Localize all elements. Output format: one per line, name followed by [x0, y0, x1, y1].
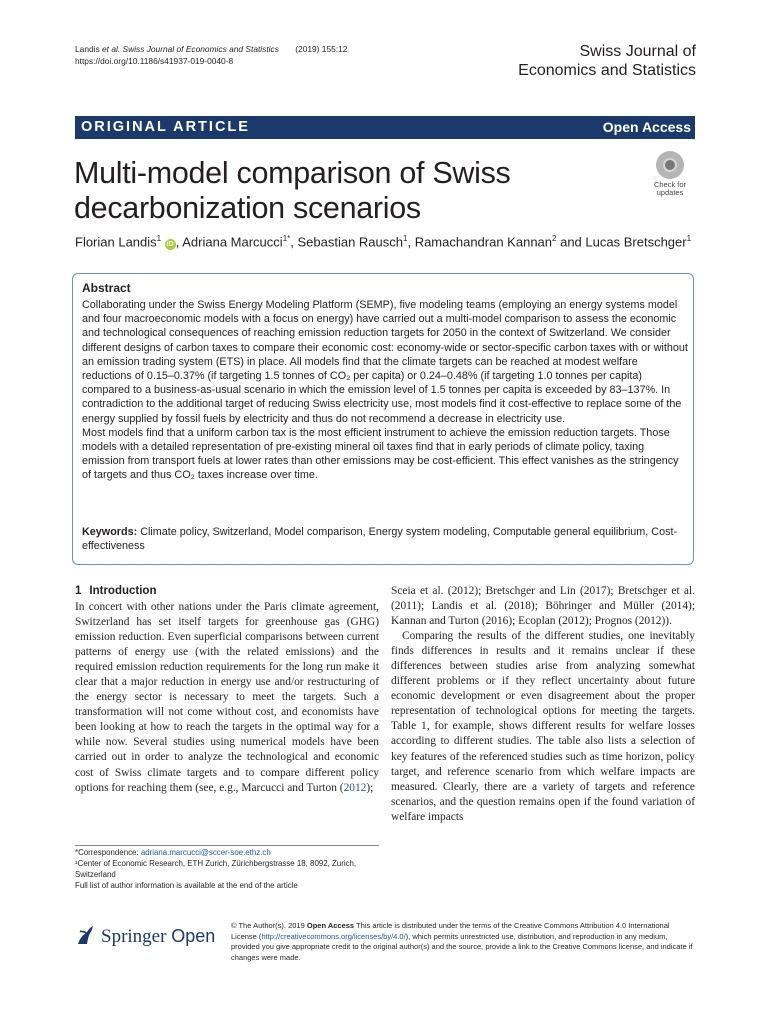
citation-link[interactable]: 2012 — [343, 781, 367, 794]
abstract-heading: Abstract — [82, 281, 131, 295]
correspondence-email[interactable]: adriana.marcucci@sccer-soe.ethz.ch — [140, 848, 271, 857]
springer-horse-icon — [74, 923, 98, 947]
keywords-label: Keywords: — [82, 526, 138, 538]
license-open-access: Open Access — [306, 921, 355, 930]
keywords — [82, 525, 688, 553]
author-info-note: Full list of author information is available at the end of the article — [75, 881, 298, 890]
body-left-column — [75, 600, 379, 796]
author-affil: 1 — [403, 234, 408, 243]
intro-text: In concert with other nations under the Paris climate agreement, Switzerland has set itself targets for greenhouse gas (GHG) emission reduction. Even superficial comparisons between current patterns of energy use (with the related emissions) and the required emission reduction requirements for the long run make it clear that a major reduction in energy use and/or restructuring of the energy sector is necessary to meet the targets. Such a transformation will not come without cost, and economists have been looking at how to reach the targets in the optimal way for a while now. Several studies using numerical models have been carried out in order to analyze the technological and economic cost of Swiss climate targets and to compare different policy options for reaching them (see, e.g., Marcucci and Turton ( — [75, 601, 379, 794]
author-name[interactable]: Lucas Bretschger — [585, 234, 687, 250]
author-and: and — [560, 234, 582, 250]
citation-author: Landis — [75, 44, 100, 54]
affiliation: ¹Center of Economic Research, ETH Zurich, Zürichbergstrasse 18, 8092, Zurich, Switzerland — [75, 859, 357, 879]
running-header — [75, 43, 347, 67]
journal-name — [518, 42, 696, 80]
publisher-open: Open — [171, 926, 216, 946]
license-text-1: This article is distributed under the terms of the Creative Commons Attribution 4.0 International License ( — [231, 921, 670, 941]
author-affil: 1 — [156, 234, 162, 243]
citation-journal: Swiss Journal of Economics and Statistics — [122, 44, 279, 54]
license-prefix: © The Author(s). 2019 — [231, 921, 305, 930]
references-paragraph: Sceia et al. (2012); Bretschger and Lin (2017); Bretschger et al. (2011); Landis et al. (2018); Böhringer and Müller (2014); Kannan and Turton (2016); Ecoplan (2012); Prognos (2012)). — [391, 585, 695, 628]
article-type: ORIGINAL ARTICLE — [81, 119, 250, 135]
author-name[interactable]: Adriana Marcucci — [182, 234, 283, 250]
abstract-body — [82, 298, 688, 483]
author-list: Florian Landis$^1$ iD , Adriana Marcucci$^{1*}$, Sebastian Rausch$^1$, Ramachandran Kannan$^2$ and Lucas Bretschger$^1$ — [75, 234, 692, 250]
orcid-icon[interactable]: iD — [166, 241, 174, 249]
publisher-name: Springer — [101, 926, 167, 947]
section-title: Introduction — [89, 585, 157, 597]
open-access-label: Open Access — [602, 119, 691, 135]
abstract-paragraph-2: Most models find that a uniform carbon tax is the most efficient instrument to achieve the emission reduction targets. Those models with a detailed representation of pre-existing mineral oil taxes find that in early periods of climate policy, taxing emission from transport fuels at lower rates than other emissions may be cost-efficient. This effect vanishes as the stringency of targets and thus CO₂ taxes increase over time. — [82, 426, 679, 482]
author-affil: 2 — [552, 234, 557, 243]
intro-paragraph — [75, 600, 379, 796]
author-affil: 1* — [282, 234, 291, 243]
citation-etal: et al. — [102, 44, 121, 54]
journal-name-line2: Economics and Statistics — [518, 62, 696, 79]
citation-volume: (2019) 155:12 — [295, 44, 348, 54]
check-updates-line1: Check for — [653, 180, 687, 189]
author-name[interactable]: Ramachandran Kannan — [414, 234, 553, 250]
check-updates-line2: updates — [656, 188, 684, 197]
author-name[interactable]: Sebastian Rausch — [297, 234, 403, 250]
check-for-updates-badge[interactable] — [644, 151, 696, 203]
check-updates-icon — [656, 151, 684, 179]
journal-name-line1: Swiss Journal of — [579, 43, 696, 60]
license-url[interactable]: http://creativecommons.org/licenses/by/4.0/ — [261, 931, 406, 941]
section-heading — [75, 584, 156, 599]
footnotes — [75, 847, 379, 891]
body-right-column — [391, 584, 695, 825]
doi-link[interactable]: https://doi.org/10.1186/s41937-019-0040-8 — [75, 56, 234, 66]
correspondence-label: *Correspondence: — [75, 848, 139, 857]
author-affil: 1 — [686, 234, 692, 243]
section-number: 1 — [75, 585, 82, 597]
keywords-list: Climate policy, Switzerland, Model comparison, Energy system modeling, Computable general equilibrium, Cost-effectiveness — [82, 526, 678, 553]
license-text — [231, 921, 697, 963]
article-title: Multi-model comparison of Swiss decarbonization scenarios — [74, 156, 511, 225]
license-text-2: ), which permits unrestricted use, distribution, and reproduction in any medium, provided you give appropriate credit to the original author(s) and the source, provide a link to the Creative Commons license, and indicate if changes were made. — [231, 931, 693, 962]
footnote-rule — [75, 845, 379, 846]
correspondence — [75, 847, 379, 858]
author-name[interactable]: Florian Landis — [75, 234, 157, 250]
intro-tail: ); — [366, 781, 374, 794]
body-paragraph: Comparing the results of the different studies, one inevitably finds differences in results and it remains unclear if these differences between studies arise from analyzing somewhat different problems or if they reflect uncertainty about future economic development or even disagreement about the proper representation of technological options for meeting the targets. Table 1, for example, shows different results for welfare losses according to different studies. The table also lists a selection of key features of the referenced studies such as time horizon, policy target, and reference scenario from which welfare impacts are measured. Clearly, there are a variety of targets and reference scenarios, and the question remains open if the found variation of welfare impacts — [391, 630, 695, 823]
abstract-paragraph-1: Collaborating under the Swiss Energy Modeling Platform (SEMP), five modeling teams (employing an energy systems model and four macroeconomic models with a focus on energy) have carried out a multi-model comparison to assess the economic and technological consequences of reaching emission reduction targets for 2050 in the context of Switzerland. We consider different designs of carbon taxes to compare their economic cost: economy-wide or sector-specific carbon taxes with or without an emission trading system (ETS) in place. All models find that the climate targets can be reached at modest welfare reductions of 0.15–0.37% (if targeting 1.5 tonnes of CO₂ per capita) or 0.24–0.48% (if targeting 1.0 tonnes per capita) compared to a business-as-usual scenario in which the emission level of 1.5 tonnes per capita is exceeded by 83–137%. In contradiction to the additional target of reducing Swiss electricity use, most models find it cost-effective to replace some of the energy supplied by fossil fuels by electricity and thus do not recommend a decrease in electricity use. — [82, 299, 688, 425]
